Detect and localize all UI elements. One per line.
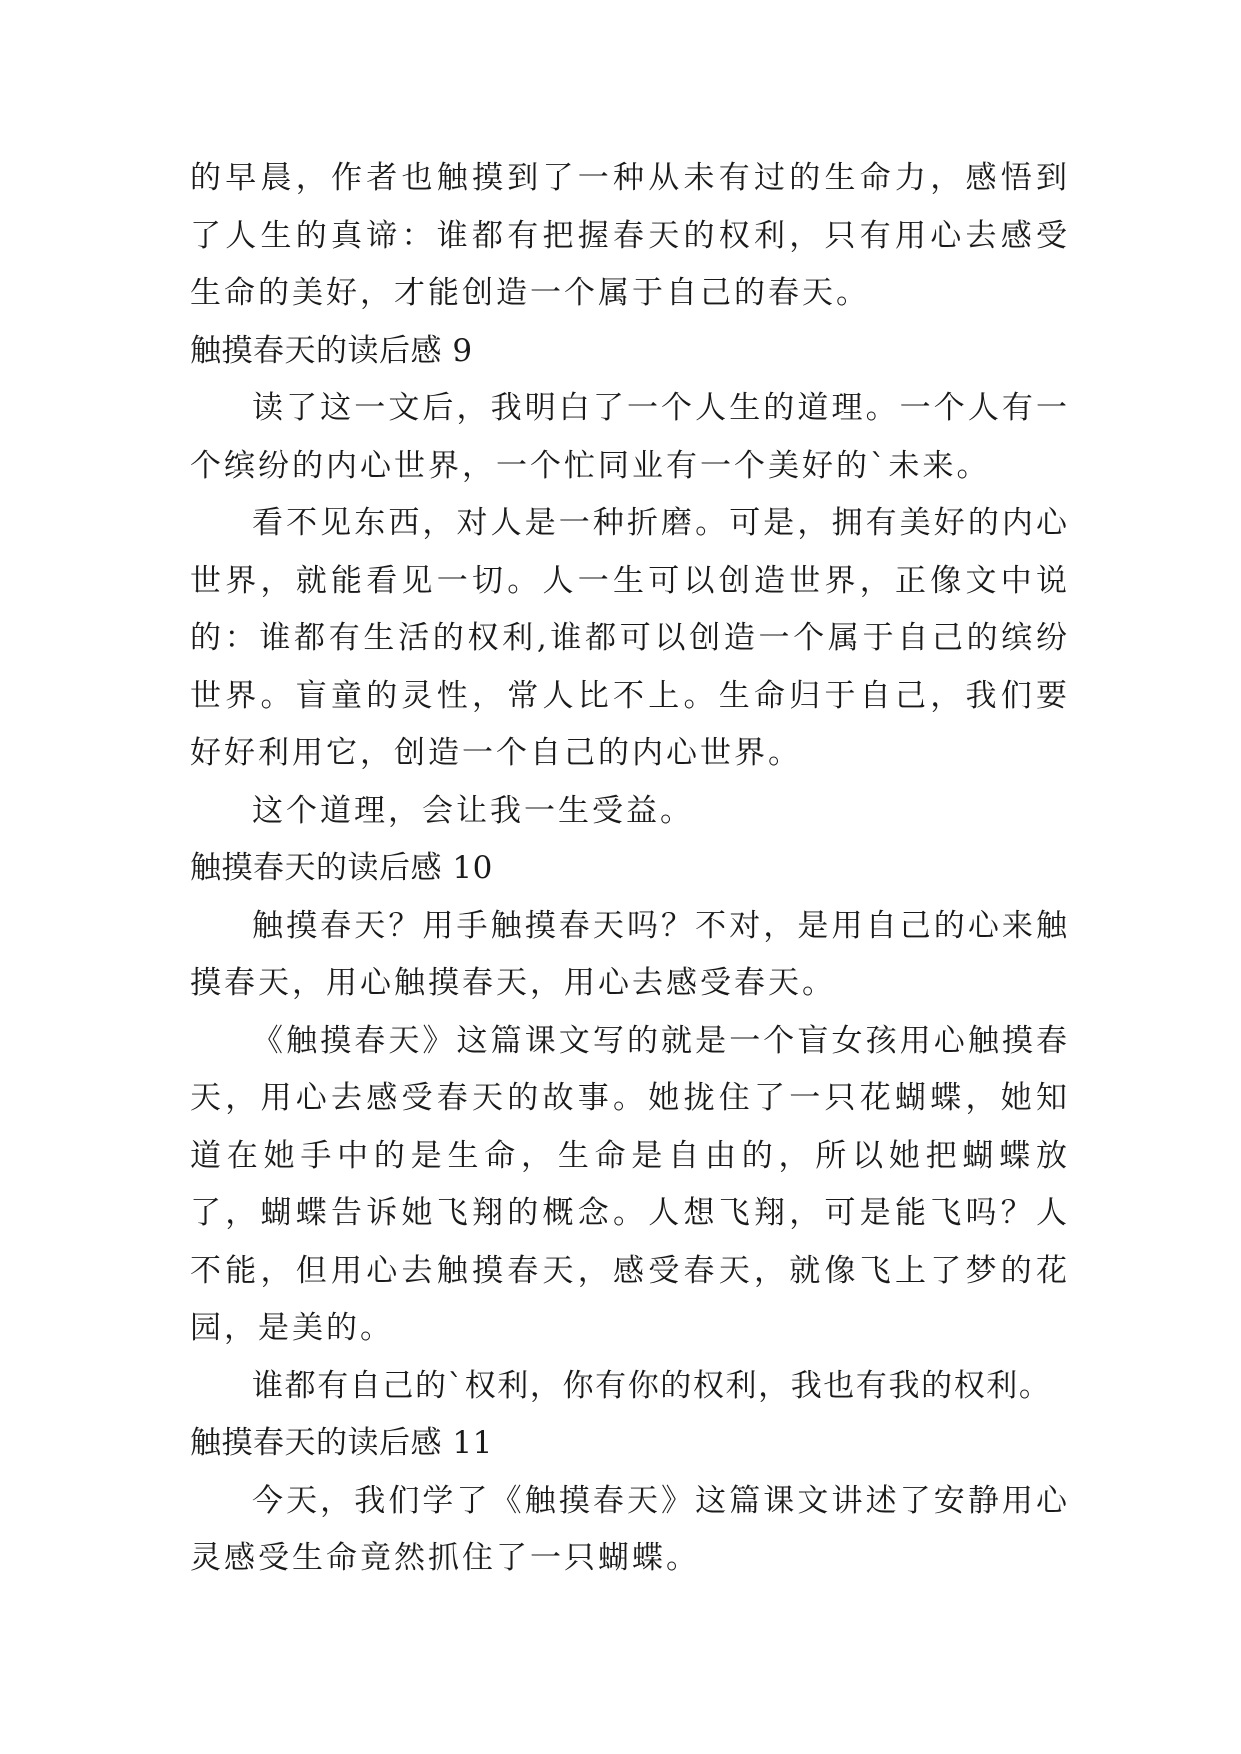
paragraph-11-1: 今天，我们学了《触摸春天》这篇课文讲述了安静用心灵感受生命竟然抓住了一只蝴蝶。 xyxy=(190,1482,1070,1576)
paragraph-9-3: 这个道理，会让我一生受益。 xyxy=(252,792,694,829)
section-heading-10: 触摸春天的读后感 10 xyxy=(190,850,493,886)
section-heading-11: 触摸春天的读后感 11 xyxy=(190,1425,493,1461)
paragraph-10-2: 《触摸春天》这篇课文写的就是一个盲女孩用心触摸春天，用心去感受春天的故事。她拢住了一只花蝴蝶，她知道在她手中的是生命，生命是自由的，所以她把蝴蝶放了，蝴蝶告诉她飞翔的概念。人想飞翔，可是能飞吗？人不能，但用心去触摸春天，感受春天，就像飞上了梦的花园，是美的。 xyxy=(190,1022,1070,1346)
paragraph-10-3: 谁都有自己的`权利，你有你的权利，我也有我的权利。 xyxy=(252,1367,1052,1404)
section-heading-9: 触摸春天的读后感 9 xyxy=(190,332,473,369)
paragraph-9-2: 看不见东西，对人是一种折磨。可是，拥有美好的内心世界，就能看见一切。人一生可以创造世界，正像文中说的：谁都有生活的权利,谁都可以创造一个属于自己的缤纷世界。盲童的灵性，常人比不上。生命归于自己，我们要好好利用它，创造一个自己的内心世界。 xyxy=(190,505,1070,771)
paragraph-10-1: 触摸春天？用手触摸春天吗？不对，是用自己的心来触摸春天，用心触摸春天，用心去感受春天。 xyxy=(190,907,1070,1001)
document-body xyxy=(190,150,1070,1588)
paragraph-continued: 的早晨，作者也触摸到了一种从未有过的生命力，感悟到了人生的真谛：谁都有把握春天的权利，只有用心去感受生命的美好，才能创造一个属于自己的春天。 xyxy=(190,160,1070,311)
paragraph-9-1: 读了这一文后，我明白了一个人生的道理。一个人有一个缤纷的内心世界，一个忙同业有一个美好的`未来。 xyxy=(190,390,1070,484)
